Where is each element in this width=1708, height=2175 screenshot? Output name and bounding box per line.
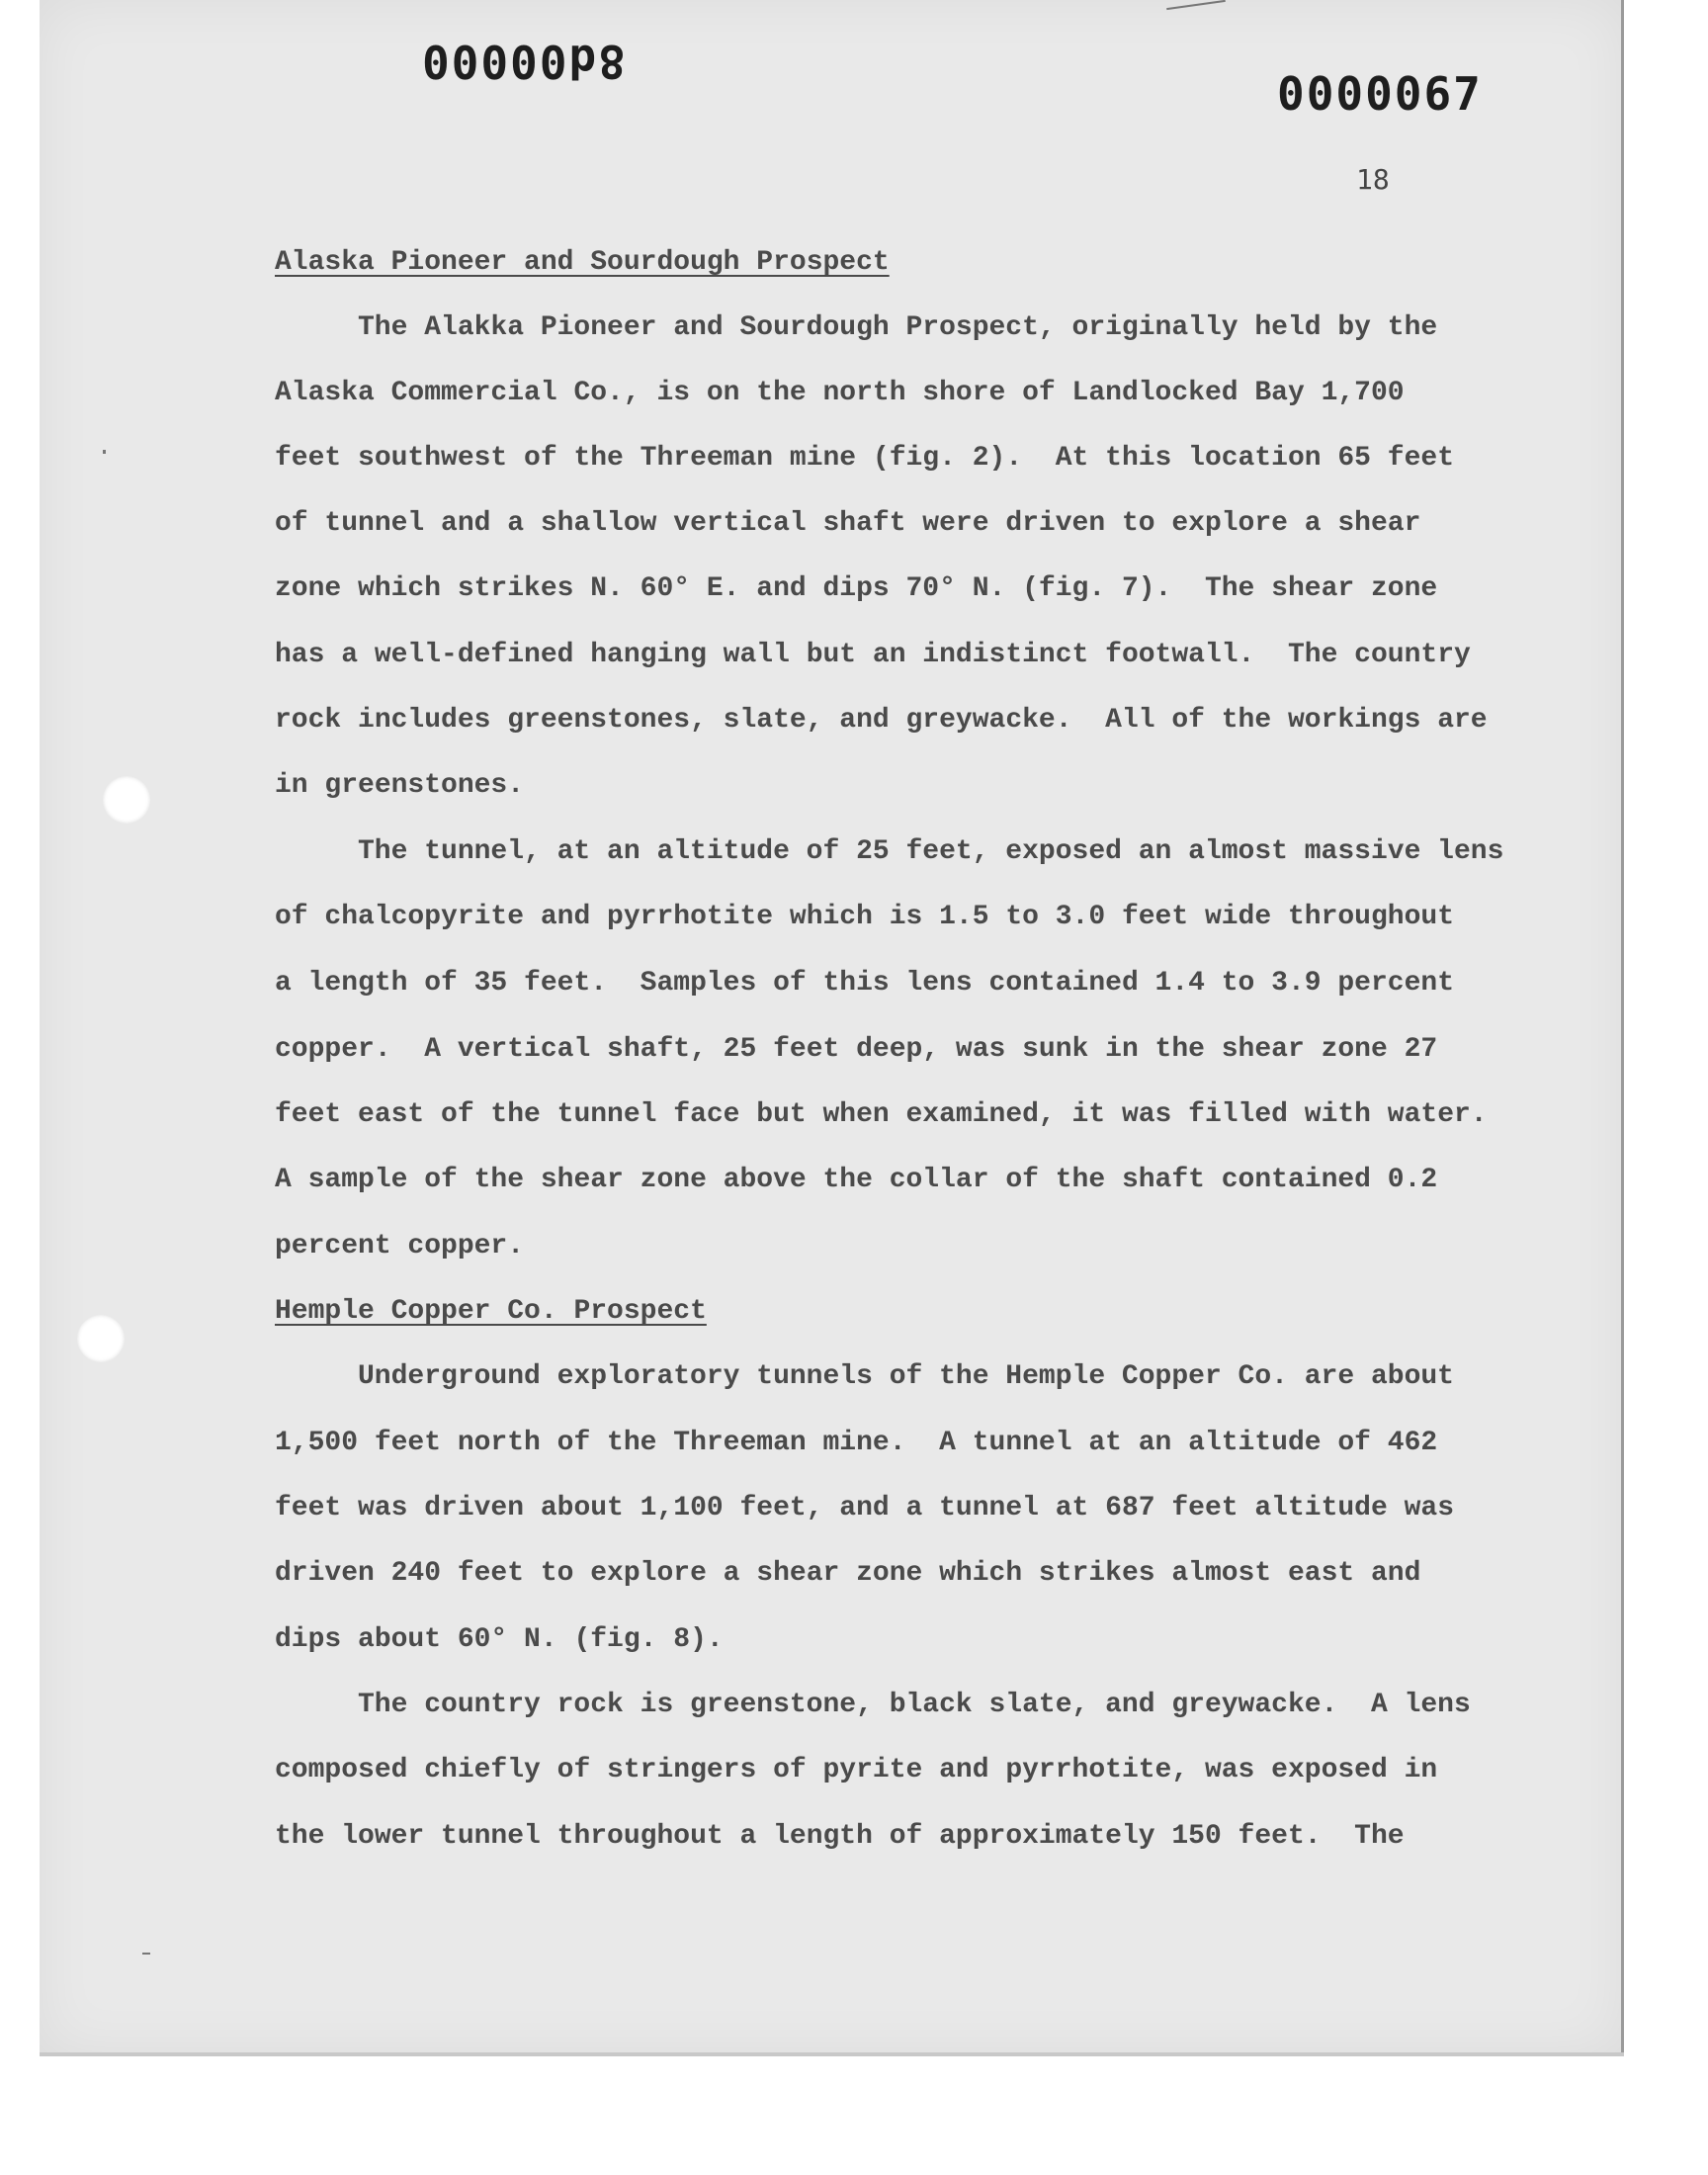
body-line: The country rock is greenstone, black slate, and greywacke. A lens bbox=[358, 1690, 1471, 1720]
document-stamp-left: 8d00000 bbox=[420, 35, 626, 88]
body-line: percent copper. bbox=[275, 1231, 525, 1262]
document-stamp-right: 0000067 bbox=[1277, 67, 1483, 121]
section-heading: Alaska Pioneer and Sourdough Prospect bbox=[275, 247, 890, 278]
body-line: in greenstones. bbox=[275, 770, 525, 801]
section-heading: Hemple Copper Co. Prospect bbox=[275, 1296, 707, 1327]
punch-hole-upper bbox=[103, 776, 150, 824]
body-line: zone which strikes N. 60° E. and dips 70° N. (fig. 7). The shear zone bbox=[275, 573, 1438, 604]
body-line: dips about 60° N. (fig. 8). bbox=[275, 1624, 724, 1655]
body-line: The tunnel, at an altitude of 25 feet, exposed an almost massive lens bbox=[358, 836, 1504, 867]
body-line: has a well-defined hanging wall but an indistinct footwall. The country bbox=[275, 640, 1471, 670]
body-line: composed chiefly of stringers of pyrite and pyrrhotite, was exposed in bbox=[275, 1755, 1438, 1785]
body-line: The Alakka Pioneer and Sourdough Prospect, originally held by the bbox=[358, 312, 1438, 343]
body-line: 1,500 feet north of the Threeman mine. A tunnel at an altitude of 462 bbox=[275, 1428, 1438, 1458]
body-line: feet east of the tunnel face but when examined, it was filled with water. bbox=[275, 1099, 1488, 1130]
body-line: feet southwest of the Threeman mine (fig. 2). At this location 65 feet bbox=[275, 443, 1454, 474]
body-line: the lower tunnel throughout a length of approximately 150 feet. The bbox=[275, 1821, 1405, 1852]
body-line: Alaska Commercial Co., is on the north shore of Landlocked Bay 1,700 bbox=[275, 378, 1405, 408]
scanned-page bbox=[40, 0, 1623, 2054]
body-line: a length of 35 feet. Samples of this lens contained 1.4 to 3.9 percent bbox=[275, 968, 1454, 999]
body-line: A sample of the shear zone above the collar of the shaft contained 0.2 bbox=[275, 1165, 1438, 1195]
body-line: driven 240 feet to explore a shear zone which strikes almost east and bbox=[275, 1558, 1421, 1589]
stray-mark bbox=[142, 1953, 150, 1955]
page-edge bbox=[1621, 0, 1624, 2054]
body-line: Underground exploratory tunnels of the Hemple Copper Co. are about bbox=[358, 1361, 1454, 1392]
page-bottom-edge bbox=[40, 2052, 1624, 2056]
body-line: of tunnel and a shallow vertical shaft were driven to explore a shear bbox=[275, 508, 1421, 539]
body-line: feet was driven about 1,100 feet, and a tunnel at 687 feet altitude was bbox=[275, 1493, 1454, 1523]
body-line: of chalcopyrite and pyrrhotite which is 1.5 to 3.0 feet wide throughout bbox=[275, 902, 1454, 932]
stray-mark bbox=[103, 450, 106, 454]
body-line: rock includes greenstones, slate, and greywacke. All of the workings are bbox=[275, 705, 1488, 736]
page-number: 18 bbox=[1356, 163, 1390, 196]
body-line: copper. A vertical shaft, 25 feet deep, was sunk in the shear zone 27 bbox=[275, 1034, 1438, 1065]
punch-hole-lower bbox=[77, 1315, 125, 1362]
